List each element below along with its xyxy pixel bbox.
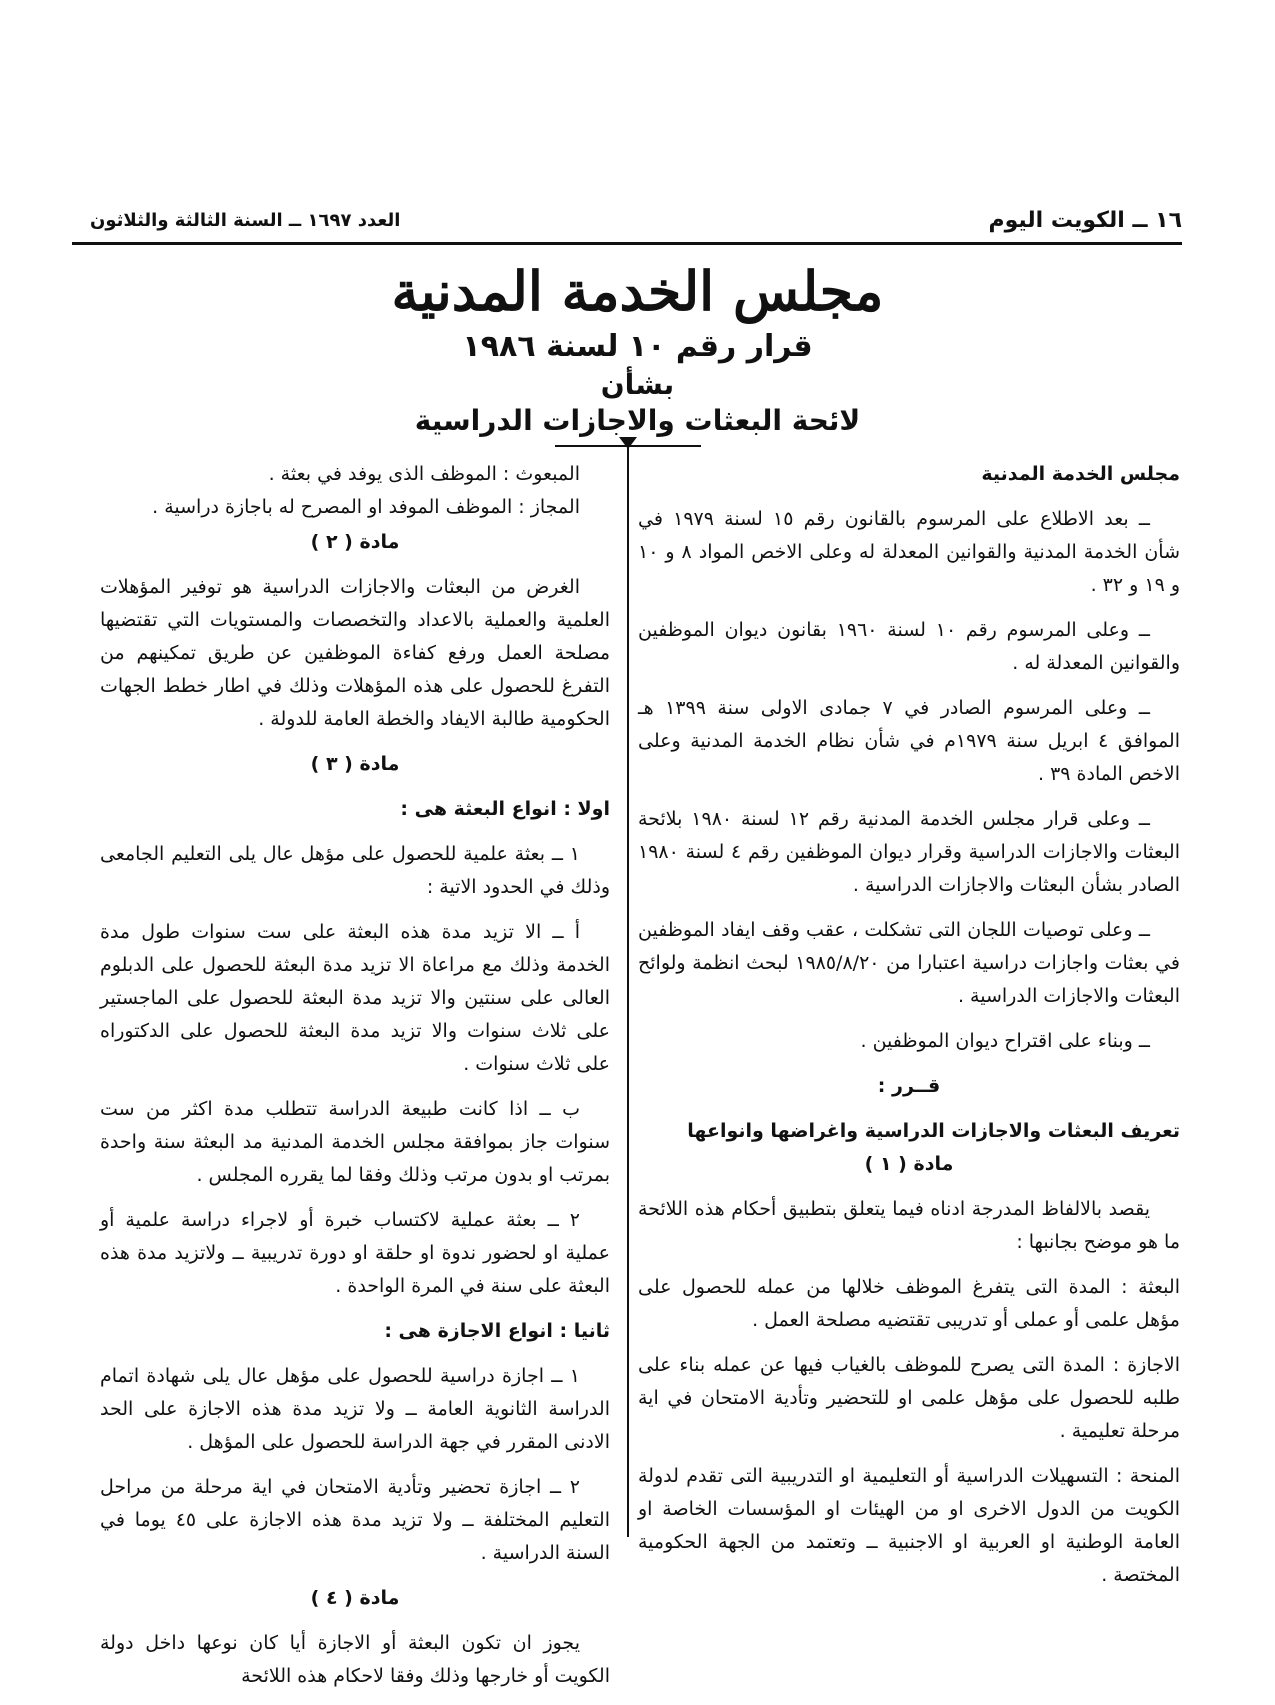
preamble-clause: ــ بعد الاطلاع على المرسوم بالقانون رقم ١٥ لسنة ١٩٧٩ في شأن الخدمة المدنية والقوانين المعدلة له وعلى الاخص المواد ٨ و ١٠ و ١٩ و ٣٢ .	[638, 508, 1180, 596]
regulation-title: لائحة البعثات والاجازات الدراسية	[414, 404, 861, 437]
preamble-clause: ــ وعلى المرسوم رقم ١٠ لسنة ١٩٦٠ بقانون ديوان الموظفين والقوانين المعدلة له .	[638, 619, 1180, 674]
organization-title: مجلس الخدمة المدنية	[391, 259, 884, 323]
article-1-intro: يقصد بالالفاظ المدرجة ادناه فيما يتعلق بتطبيق أحكام هذه اللائحة ما هو موضح بجانبها :	[638, 1198, 1180, 1253]
column-divider	[627, 447, 629, 1537]
decision-number: قرار رقم ١٠ لسنة ١٩٨٦	[462, 329, 813, 364]
page-number-and-paper-name: ١٦ ــ الكويت اليوم	[988, 208, 1182, 233]
mission-type-1a: أ ــ الا تزيد مدة هذه البعثة على ست سنوات طول مدة الخدمة وذلك مع مراعاة الا تزيد مدة البعثة للحصول على الدبلوم العالى على سنتين والا تزيد مدة البعثة للحصول على الماجستير على ثلاث سنوات والا تزيد مدة البعثة للحصول على الدكتوراه على ثلاث سنوات .	[100, 921, 610, 1075]
leave-types-heading: ثانيا : انواع الاجازة هى :	[384, 1320, 610, 1342]
mission-type-1: ١ ــ بعثة علمية للحصول على مؤهل عال يلى التعليم الجامعى وذلك في الحدود الاتية :	[100, 843, 610, 898]
preamble-clause: ــ وعلى توصيات اللجان التى تشكلت ، عقب وقف ايفاد الموظفين في بعثات واجازات دراسية اعتبارا من ١٩٨٥/٨/٢٠ لبحث انظمة ولوائح البعثات والاجازات الدراسية .	[638, 919, 1181, 1007]
running-header	[72, 208, 1182, 245]
masthead	[0, 258, 1275, 440]
regarding-label: بشأن	[600, 368, 675, 401]
preamble-clause: ــ وعلى المرسوم الصادر في ٧ جمادى الاولى سنة ١٣٩٩ هـ الموافق ٤ ابريل سنة ١٩٧٩م في شأن نظام الخدمة المدنية وعلى الاخص المادة ٣٩ .	[638, 697, 1181, 785]
right-column	[638, 458, 1180, 1604]
leave-type-1: ١ ــ اجازة دراسية للحصول على مؤهل عال يلى شهادة اتمام الدراسة الثانوية العامة ــ ولا تزيد مدة هذه الاجازة على الحد الادنى المقرر في جهة الدراسة للحصول على المؤهل .	[100, 1365, 610, 1453]
preamble-clause: ــ وبناء على اقتراح ديوان الموظفين .	[860, 1030, 1150, 1052]
definition-mission: البعثة : المدة التى يتفرغ الموظف خلالها من عمله للحصول على مؤهل علمى أو عملى أو تدريبى تقتضيه مصلحة العمل .	[638, 1276, 1180, 1331]
leave-type-2: ٢ ــ اجازة تحضير وتأدية الامتحان في اية مرحلة من مراحل التعليم المختلفة ــ ولا تزيد مدة هذه الاجازة على ٤٥ يوما في السنة الدراسية .	[100, 1476, 610, 1564]
definition-licensee: المجاز : الموظف الموفد او المصرح له باجازة دراسية .	[152, 496, 580, 518]
article-4-text: يجوز ان تكون البعثة أو الاجازة أيا كان نوعها داخل دولة الكويت أو خارجها وذلك وفقا لاحكام هذه اللائحة	[100, 1632, 610, 1687]
article-3-title: مادة ( ٣ )	[310, 753, 400, 775]
definition-grant: المنحة : التسهيلات الدراسية أو التعليمية او التدريبية التى تقدم لدولة الكويت من الدول الاخرى او من الهيئات او المؤسسات الخاصة او العامة الوطنية او العربية او الاجنبية ــ وتعتمد من الجهة الحكومية المختصة .	[638, 1465, 1180, 1586]
decided-heading: قــرر :	[877, 1075, 941, 1097]
mission-types-heading: اولا : انواع البعثة هى :	[400, 798, 610, 820]
issue-and-year: العدد ١٦٩٧ ــ السنة الثالثة والثلاثون	[90, 210, 401, 231]
mission-type-2: ٢ ــ بعثة عملية لاكتساب خبرة أو لاجراء دراسة علمية أو عملية او لحضور ندوة او حلقة او دورة تدريبية ــ ولاتزيد مدة هذه البعثة على سنة في المرة الواحدة .	[100, 1209, 610, 1297]
chapter-title: تعريف البعثات والاجازات الدراسية واغراضها وانواعها	[687, 1120, 1180, 1142]
definition-leave: الاجازة : المدة التى يصرح للموظف بالغياب فيها عن عمله بناء على طلبه للحصول على مؤهل علمى او للتحضير وتأدية الامتحان في اية مرحلة تعليمية .	[638, 1354, 1180, 1442]
left-column	[100, 458, 610, 1705]
issuer-heading: مجلس الخدمة المدنية	[981, 463, 1180, 485]
article-2-text: الغرض من البعثات والاجازات الدراسية هو توفير المؤهلات العلمية والعملية بالاعداد والتخصصات والمستويات التي تقتضيها مصلحة العمل ورفع كفاءة الموظفين عن طريق تمكينهم من التفرغ للحصول على هذه المؤهلات وذلك في اطار خطط الجهات الحكومية طالبة الايفاد والخطة العامة للدولة .	[100, 576, 610, 730]
article-2-title: مادة ( ٢ )	[310, 531, 400, 553]
article-1-title: مادة ( ١ )	[864, 1153, 954, 1175]
definition-envoy: المبعوث : الموظف الذى يوفد في بعثة .	[268, 463, 580, 485]
mission-type-1b: ب ــ اذا كانت طبيعة الدراسة تتطلب مدة اكثر من ست سنوات جاز بموافقة مجلس الخدمة المدنية مد البعثة سنة واحدة بمرتب او بدون مرتب وذلك وفقا لما يقرره المجلس .	[100, 1098, 610, 1186]
article-4-title: مادة ( ٤ )	[310, 1587, 400, 1609]
preamble-clause: ــ وعلى قرار مجلس الخدمة المدنية رقم ١٢ لسنة ١٩٨٠ بلائحة البعثات والاجازات الدراسية وقرار ديوان الموظفين رقم ٤ لسنة ١٩٨٠ الصادر بشأن البعثات والاجازات الدراسية .	[638, 808, 1180, 896]
